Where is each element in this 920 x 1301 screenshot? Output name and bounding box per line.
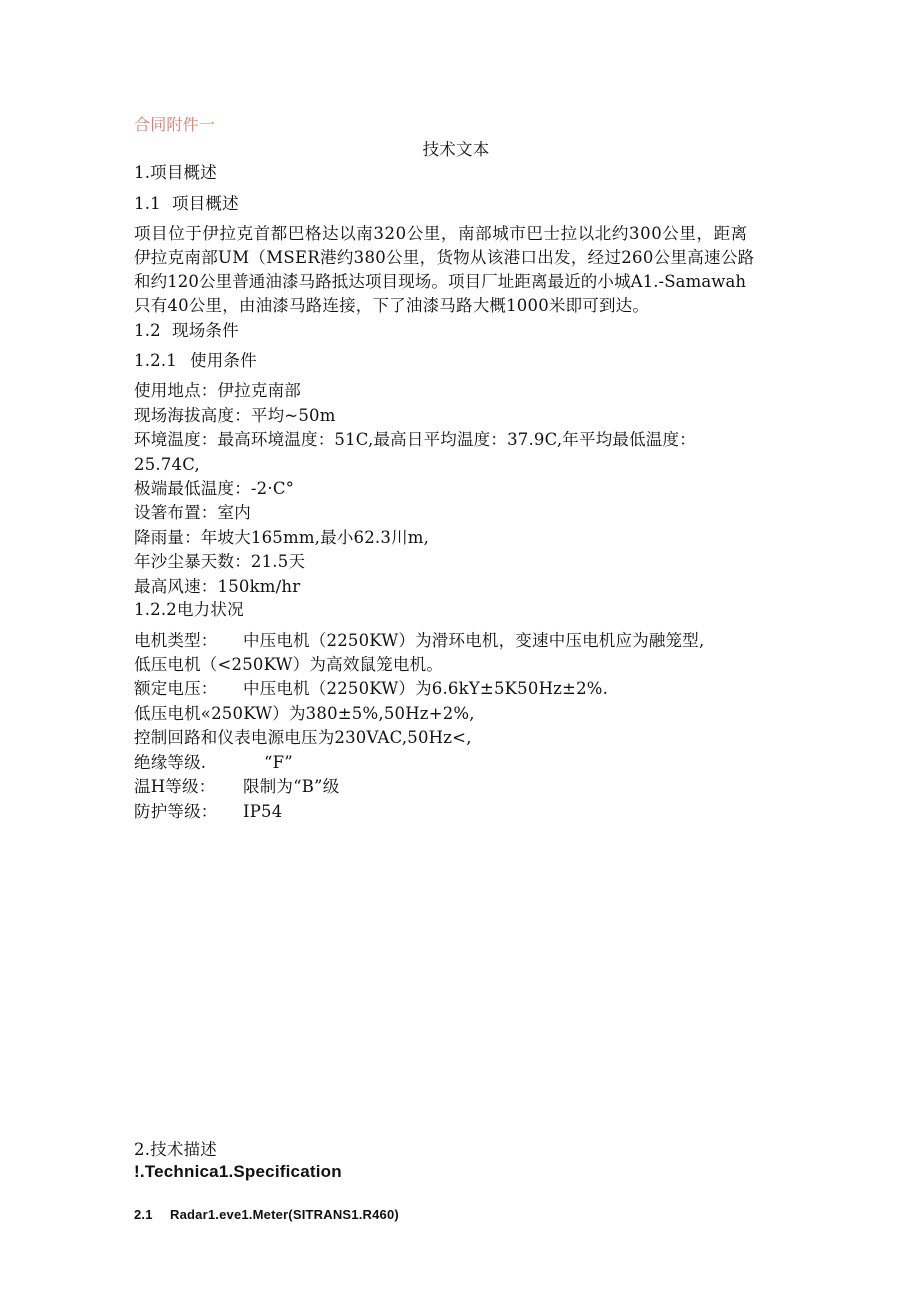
section-2-1-heading [134, 1204, 399, 1226]
condition-line: 年沙尘暴天数：21.5天 [134, 552, 306, 571]
overview-line: 和约120公里普通油漆马路抵达项目现场。项目厂址距离最近的小城A1.-Samawah [134, 272, 747, 291]
motor-type-value: 中压电机（2250KW）为滑环电机，变速中压电机应为融笼型, [243, 631, 705, 650]
insulation-value: “F” [264, 753, 293, 772]
condition-line: 最高风速：150km∕hr [134, 577, 301, 596]
insulation-row [134, 752, 293, 774]
condition-line: 25.74C, [134, 455, 200, 474]
section-title: Radar1.eve1.Meter(SITRANS1.R460) [170, 1207, 399, 1222]
section-1-2-heading [134, 320, 239, 342]
overview-line: 伊拉克南部UM（MSER港约380公里，货物从该港口出发，经过260公里高速公路 [134, 248, 755, 267]
condition-line: 极端最低温度：-2·C° [134, 479, 295, 498]
overview-line: 只有40公里，由油漆马路连接，下了油漆马路大概1000米即可到达。 [134, 296, 650, 315]
rated-voltage-label: 额定电压： [134, 679, 218, 698]
document-title: 技术文本 [422, 140, 490, 159]
condition-line: 使用地点：伊拉克南部 [134, 381, 301, 400]
section-2-heading-en: !.Technica1.Specification [134, 1162, 342, 1181]
overview-line: 项目位于伊拉克首都巴格达以南320公里，南部城市巴士拉以北约300公里，距离 [134, 224, 748, 243]
annex-label: 合同附件一 [134, 115, 216, 134]
section-1-heading: 1.项目概述 [134, 163, 217, 182]
section-1-1-heading [134, 193, 239, 215]
motor-type-row [134, 630, 705, 652]
insulation-label: 绝缘等级. [134, 753, 207, 772]
condition-line: 现场海拔高度：平均~50m [134, 406, 336, 425]
motor-type-label: 电机类型： [134, 631, 218, 650]
section-title: 使用条件 [190, 351, 257, 370]
rated-voltage-value: 中压电机（2250KW）为6.6kY±5K50Hz±2%. [243, 679, 609, 698]
section-1-2-1-heading [134, 350, 257, 372]
section-title: 现场条件 [172, 321, 239, 340]
section-number: 1.2.1 [134, 351, 177, 370]
control-voltage-line: 控制回路和仪表电源电压为230VAC,50Hz<, [134, 728, 472, 747]
condition-line: 设箸布置：室内 [134, 503, 251, 522]
temperature-class-value: 限制为“B”级 [243, 777, 340, 796]
section-title: 项目概述 [172, 194, 239, 213]
section-number: 2.1 [134, 1207, 153, 1222]
condition-line: 环境温度：最高环境温度：51C,最高日平均温度：37.9C,年平均最低温度： [134, 430, 696, 449]
section-number: 1.2 [134, 321, 161, 340]
section-2-heading: 2.技术描述 [134, 1140, 217, 1159]
temperature-class-label: 温H等级： [134, 777, 216, 796]
protection-value: IP54 [243, 802, 283, 821]
section-number: 1.1 [134, 194, 161, 213]
motor-type-continued: 低压电机（<250KW）为高效鼠笼电机。 [134, 655, 444, 674]
protection-label: 防护等级： [134, 802, 218, 821]
low-voltage-line: 低压电机«250KW）为380±5%,50Hz+2%, [134, 704, 475, 723]
rated-voltage-row [134, 678, 609, 700]
condition-line: 降雨量：年坡大165mm,最小62.3川m, [134, 528, 430, 547]
temperature-class-row [134, 776, 340, 798]
section-1-2-2-heading: 1.2.2电力状况 [134, 600, 244, 619]
protection-row [134, 801, 283, 823]
